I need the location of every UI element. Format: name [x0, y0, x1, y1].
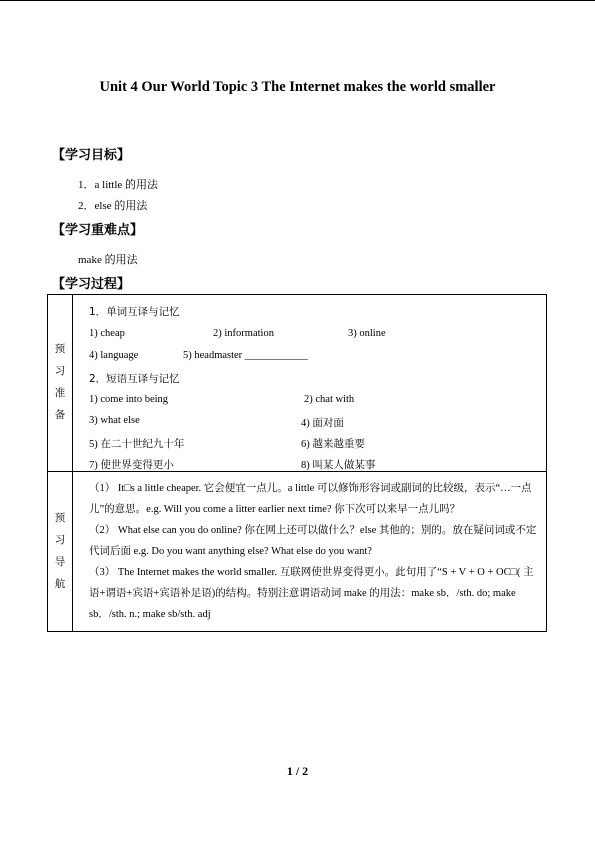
phrase-8: 8) 叫某人做某事: [301, 460, 376, 471]
prep-heading-2: 2．短语互译与记忆: [89, 373, 180, 385]
word-1: 1) cheap: [89, 328, 125, 339]
phrase-6: 6) 越来越重要: [301, 439, 365, 450]
top-rule: [0, 0, 595, 1]
guide-row: [48, 472, 547, 632]
phrase-3: 3) what else: [89, 415, 140, 426]
guide-content: [73, 472, 547, 632]
prep-content: [73, 295, 547, 472]
phrase-5: 5) 在二十世纪九十年: [89, 439, 185, 450]
goal-item-2: 2．else 的用法: [78, 200, 148, 212]
prep-label: 预 习 准 备: [48, 295, 73, 472]
process-table: [47, 294, 547, 632]
phrase-2: 2) chat with: [304, 394, 355, 405]
guide-paragraph-2: （2） What else can you do online? 你在网上还可以做什么？else 其他的；别的。放在疑问词或不定代词后面 e.g. Do you want anything else? What else do you want?: [89, 525, 537, 557]
phrase-1: 1) come into being: [89, 394, 169, 405]
page-title: Unit 4 Our World Topic 3 The Internet makes the world smaller: [99, 79, 496, 95]
section-process: 【学习过程】: [52, 277, 131, 292]
goal-item-1: 1．a little 的用法: [78, 179, 159, 191]
word-2: 2) information: [213, 328, 274, 339]
key-point-item: make 的用法: [78, 254, 138, 266]
section-key-points: 【学习重难点】: [52, 223, 144, 238]
word-4: 4) language: [89, 350, 139, 361]
word-5: 5) headmaster ____________: [183, 350, 308, 361]
page-number: 1 / 2: [286, 764, 309, 778]
guide-paragraph-3: （3） The Internet makes the world smaller. 互联网使世界变得更小。此句用了“S + V + O + OC□( 主语+谓语+宾语+宾语补足语)的结构。特别注意谓语动词 make 的用法：make sb．/sth. do; make sb．/sth. n.; make sb/sth. adj: [89, 567, 534, 620]
prep-heading-1: 1．单词互译与记忆: [89, 306, 180, 318]
guide-paragraph-1: （1） It□s a little cheaper. 它会便宜一点儿。a little 可以修饰形容词或副词的比较级，表示“…一点儿”的意思。e.g. Will you come a litter earlier next time? 你下次可以来早一点儿吗？: [89, 483, 532, 515]
prep-row: [48, 295, 547, 472]
guide-label: 预 习 导 航: [48, 472, 73, 632]
phrase-4: 4) 面对面: [301, 418, 344, 429]
section-goals: 【学习目标】: [52, 148, 131, 163]
word-3: 3) online: [348, 328, 386, 339]
phrase-7: 7) 使世界变得更小: [89, 460, 174, 471]
